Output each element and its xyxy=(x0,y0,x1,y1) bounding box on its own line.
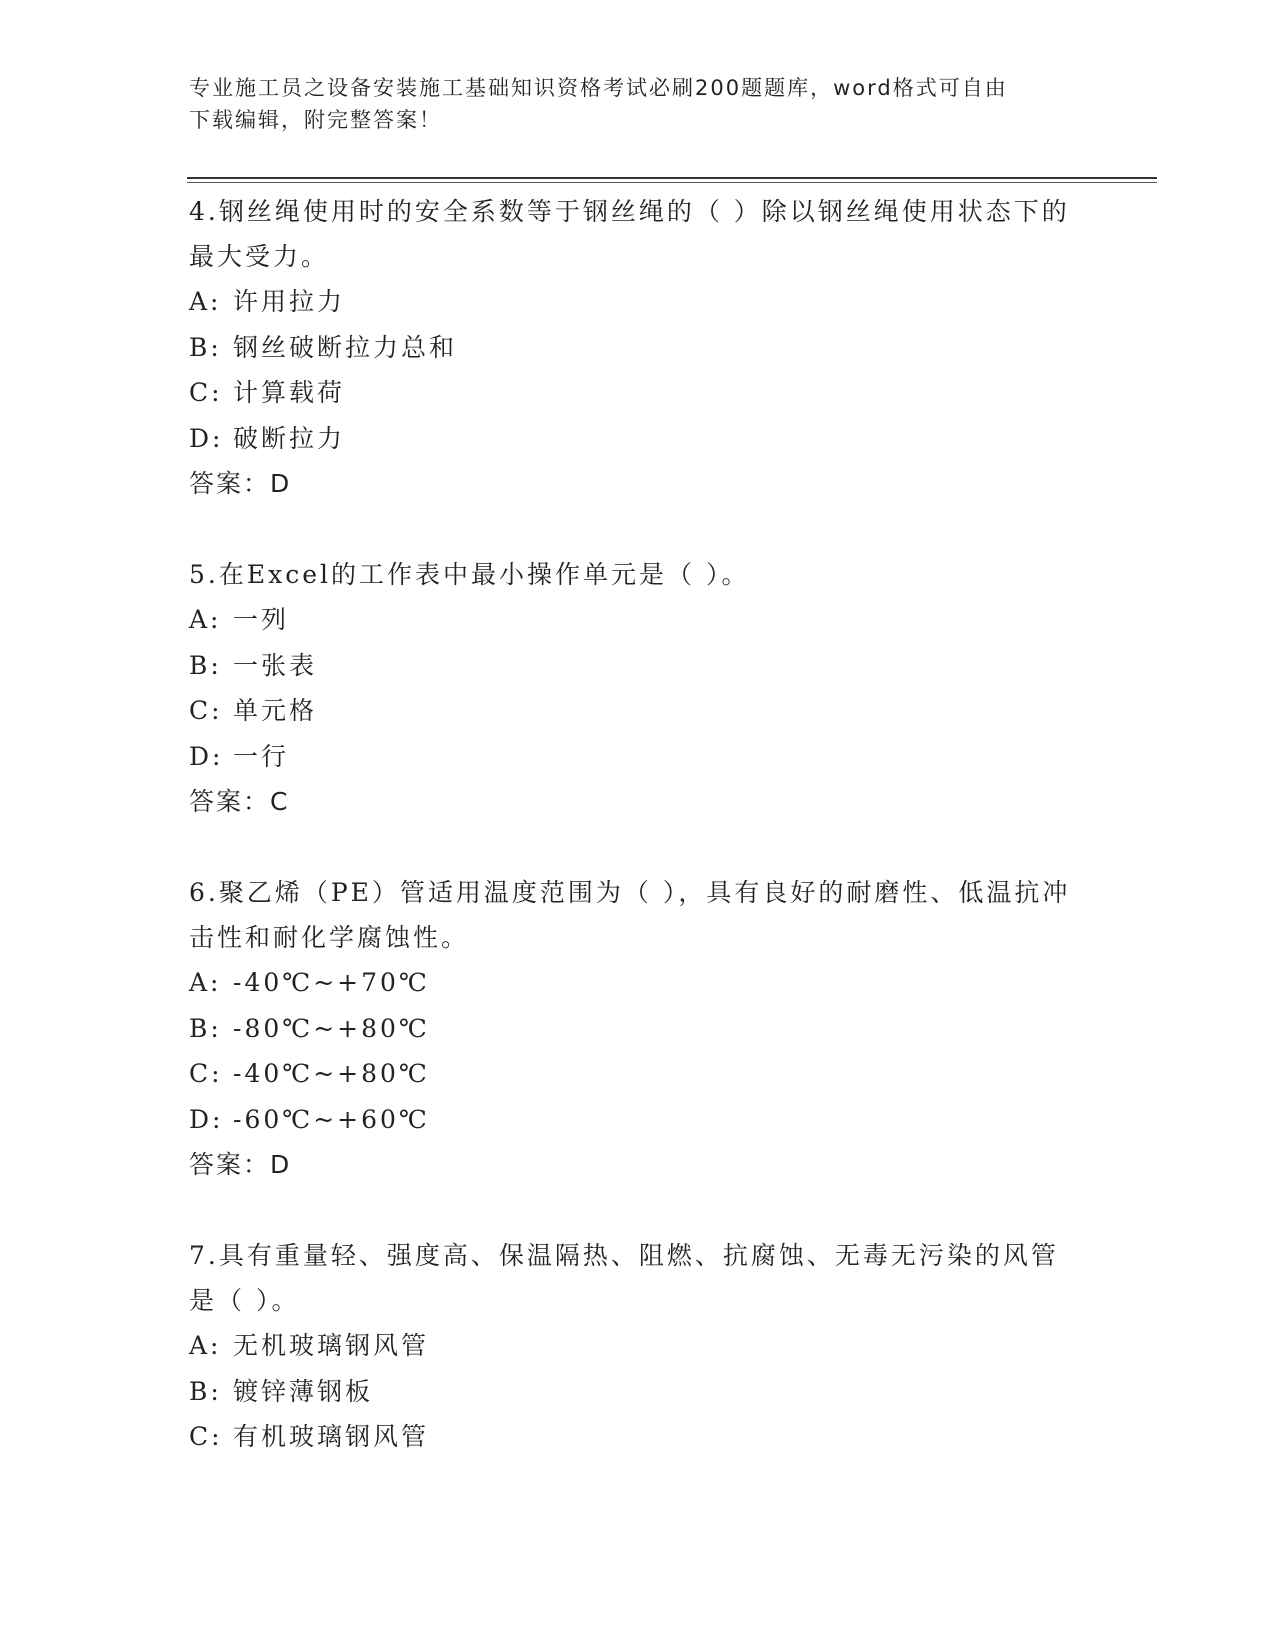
question-spacer xyxy=(189,824,1079,870)
option-text: 一行 xyxy=(233,741,290,771)
question-spacer xyxy=(189,506,1079,552)
answer-line: 答案：D xyxy=(189,1150,292,1179)
option-b xyxy=(189,325,1079,371)
question-stem xyxy=(189,870,1079,960)
question-spacer xyxy=(189,1187,1079,1233)
question-stem xyxy=(189,552,1079,597)
option-c xyxy=(189,370,1079,416)
option-d xyxy=(189,416,1079,462)
question-item xyxy=(189,552,1079,824)
option-c xyxy=(189,688,1079,734)
answer-line: 答案：C xyxy=(189,787,290,816)
option-text: 计算载荷 xyxy=(233,378,346,407)
option-a xyxy=(189,960,1079,1006)
option-text: 破断拉力 xyxy=(233,423,346,453)
option-text: 无机玻璃钢风管 xyxy=(233,1331,430,1360)
option-letter: C: xyxy=(189,696,223,725)
option-a xyxy=(189,597,1079,643)
option-text: -40℃~+70℃ xyxy=(233,968,430,997)
question-list xyxy=(189,189,1079,1460)
question-text: 聚乙烯（PE）管适用温度范围为（ ），具有良好的耐磨性、低温抗冲击性和耐化学腐蚀性。 xyxy=(189,878,1071,952)
option-b xyxy=(189,1006,1079,1052)
option-d xyxy=(189,1097,1079,1143)
question-number: 5. xyxy=(189,560,219,589)
question-item xyxy=(189,1233,1079,1460)
question-number: 7. xyxy=(189,1241,219,1270)
option-c xyxy=(189,1414,1079,1460)
option-letter: D: xyxy=(189,1104,224,1134)
option-text: 许用拉力 xyxy=(233,287,346,316)
option-letter: A: xyxy=(189,287,222,316)
option-letter: A: xyxy=(189,605,222,634)
option-d xyxy=(189,734,1079,780)
option-letter: B: xyxy=(189,1013,222,1043)
option-text: 一列 xyxy=(233,605,290,634)
option-letter: C: xyxy=(189,1422,223,1451)
option-letter: A: xyxy=(189,968,222,997)
option-text: 镀锌薄钢板 xyxy=(233,1376,374,1406)
option-a xyxy=(189,1323,1079,1369)
question-stem xyxy=(189,189,1079,279)
option-text: 钢丝破断拉力总和 xyxy=(233,332,458,362)
option-text: 有机玻璃钢风管 xyxy=(233,1422,430,1451)
option-letter: C: xyxy=(189,378,223,407)
document-header xyxy=(189,72,1069,136)
option-text: -40℃~+80℃ xyxy=(233,1059,430,1088)
question-item xyxy=(189,870,1079,1187)
question-text: 在Excel的工作表中最小操作单元是（ ）。 xyxy=(218,560,750,589)
header-divider-thin xyxy=(187,182,1157,183)
option-letter: D: xyxy=(189,741,224,771)
option-letter: B: xyxy=(189,650,222,680)
header-line-1: 专业施工员之设备安装施工基础知识资格考试必刷200题题库，word格式可自由 xyxy=(189,76,1008,100)
option-letter: D: xyxy=(189,423,224,453)
option-c xyxy=(189,1051,1079,1097)
question-number: 6. xyxy=(189,878,219,907)
question-text: 具有重量轻、强度高、保温隔热、阻燃、抗腐蚀、无毒无污染的风管是（ ）。 xyxy=(189,1241,1059,1315)
question-number: 4. xyxy=(189,197,219,226)
answer-line: 答案：D xyxy=(189,469,292,498)
option-text: -80℃~+80℃ xyxy=(233,1013,430,1043)
option-letter: B: xyxy=(189,1376,222,1406)
option-letter: B: xyxy=(189,332,222,362)
option-a xyxy=(189,279,1079,325)
option-text: 单元格 xyxy=(233,696,318,725)
option-b xyxy=(189,643,1079,689)
header-line-2: 下载编辑，附完整答案！ xyxy=(189,108,442,132)
option-text: -60℃~+60℃ xyxy=(233,1104,430,1134)
option-letter: A: xyxy=(189,1331,222,1360)
header-divider-thick xyxy=(187,177,1157,179)
option-letter: C: xyxy=(189,1059,223,1088)
option-text: 一张表 xyxy=(233,650,318,680)
option-b xyxy=(189,1369,1079,1415)
question-stem xyxy=(189,1233,1079,1323)
question-text: 钢丝绳使用时的安全系数等于钢丝绳的（ ）除以钢丝绳使用状态下的最大受力。 xyxy=(189,197,1070,271)
question-item xyxy=(189,189,1079,506)
